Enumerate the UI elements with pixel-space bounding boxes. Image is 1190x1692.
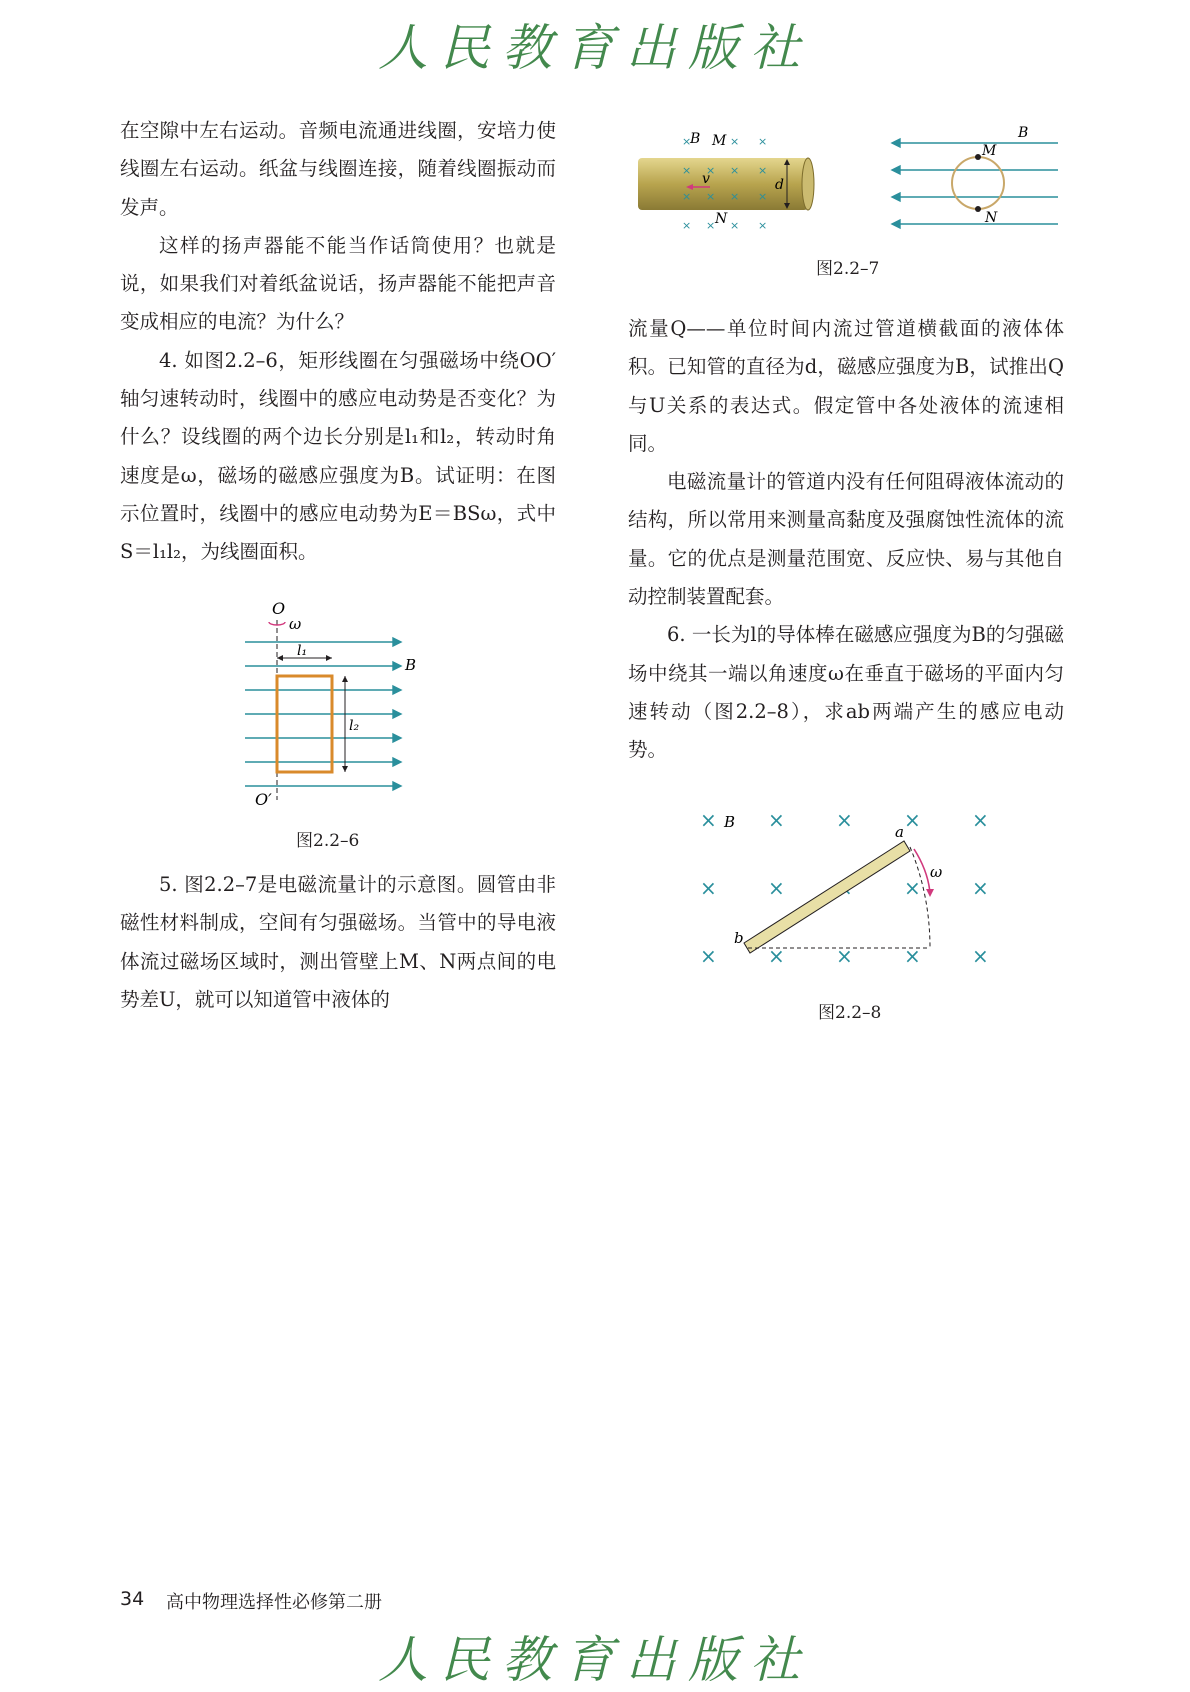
label-n: N [715, 211, 728, 227]
label-omega: ω [289, 615, 302, 633]
svg-text:×: × [700, 944, 717, 968]
svg-text:×: × [682, 219, 692, 232]
label-b-right: B [1018, 125, 1029, 141]
label-m: M [712, 133, 727, 149]
label-v: v [702, 171, 710, 187]
svg-text:×: × [972, 808, 989, 832]
svg-text:×: × [730, 164, 740, 177]
label-b: B [724, 813, 736, 831]
label-b-end: b [734, 929, 744, 947]
label-b: B [690, 131, 701, 147]
svg-text:×: × [904, 876, 921, 900]
caption-fig-2-2-6: 图2.2–6 [296, 831, 360, 851]
svg-text:×: × [730, 135, 740, 148]
svg-text:×: × [972, 944, 989, 968]
figure-2-2-7 [630, 125, 1070, 235]
page-number: 34 [120, 1588, 145, 1610]
left-column [120, 112, 556, 572]
svg-text:×: × [706, 164, 716, 177]
svg-text:×: × [836, 808, 853, 832]
right-column [628, 310, 1064, 770]
svg-text:×: × [682, 135, 692, 148]
svg-text:×: × [972, 876, 989, 900]
label-o-prime: O′ [255, 790, 272, 809]
svg-text:×: × [904, 944, 921, 968]
label-l2: l₂ [349, 718, 360, 734]
caption-fig-2-2-8: 图2.2–8 [818, 1003, 882, 1023]
right-paragraph-2: 电磁流量计的管道内没有任何阻碍液体流动的结构，所以常用来测量高黏度及强腐蚀性流体的流量。它的优点是测量范围宽、反应快、易与其他自动控制装置配套。 [628, 470, 1064, 609]
left-paragraph-2: 这样的扬声器能不能当作话筒使用？也就是说，如果我们对着纸盆说话，扬声器能不能把声音变成相应的电流？为什么？ [120, 233, 556, 334]
svg-text:×: × [758, 190, 768, 203]
svg-text:×: × [700, 876, 717, 900]
svg-text:×: × [768, 944, 785, 968]
label-a: a [895, 823, 904, 841]
svg-text:×: × [706, 219, 716, 232]
svg-text:×: × [768, 876, 785, 900]
publisher-watermark-top: 人民教育出版社 [378, 19, 812, 77]
svg-text:×: × [730, 219, 740, 232]
svg-text:×: × [730, 190, 740, 203]
figure-2-2-8 [690, 805, 1010, 975]
figure-2-2-6 [235, 600, 435, 810]
label-o: O [272, 600, 286, 618]
svg-text:×: × [758, 164, 768, 177]
svg-text:×: × [904, 808, 921, 832]
label-b: B [405, 656, 417, 674]
svg-text:×: × [682, 164, 692, 177]
svg-text:×: × [706, 190, 716, 203]
caption-fig-2-2-7: 图2.2–7 [816, 259, 880, 279]
svg-text:×: × [758, 219, 768, 232]
left-column-lower [120, 866, 556, 1019]
question-4: 4. 如图2.2–6，矩形线圈在匀强磁场中绕OO′轴匀速转动时，线圈中的感应电动势是否变化？为什么？设线圈的两个边长分别是l₁和l₂，转动时角速度是ω，磁场的磁感应强度为B。试证明：在图示位置时，线圈中的感应电动势为E＝BSω，式中S＝l₁l₂，为线圈面积。 [120, 348, 556, 564]
label-n-right: N [985, 210, 998, 226]
svg-text:×: × [758, 135, 768, 148]
svg-text:×: × [836, 944, 853, 968]
svg-text:×: × [700, 808, 717, 832]
publisher-watermark-bottom: 人民教育出版社 [378, 1631, 812, 1689]
book-title: 高中物理选择性必修第二册 [166, 1592, 382, 1613]
label-m-right: M [982, 143, 997, 159]
svg-text:×: × [682, 190, 692, 203]
right-paragraph-1: 流量Q——单位时间内流过管道横截面的液体体积。已知管的直径为d，磁感应强度为B，试推出Q与U关系的表达式。假定管中各处液体的流速相同。 [628, 317, 1064, 455]
question-6: 6. 一长为l的导体棒在磁感应强度为B的匀强磁场中绕其一端以角速度ω在垂直于磁场的平面内匀速转动（图2.2–8），求ab两端产生的感应电动势。 [628, 623, 1064, 762]
pipe-cross-section [952, 157, 1004, 209]
svg-text:×: × [768, 808, 785, 832]
label-d: d [775, 177, 784, 193]
left-paragraph-1: 在空隙中左右运动。音频电流通进线圈，安培力使线圈左右运动。纸盆与线圈连接，随着线圈振动而发声。 [120, 119, 556, 219]
label-omega: ω [930, 863, 943, 881]
label-l1: l₁ [297, 643, 308, 659]
question-5: 5. 图2.2–7是电磁流量计的示意图。圆管由非磁性材料制成，空间有匀强磁场。当管中的导电液体流过磁场区域时，测出管壁上M、N两点间的电势差U，就可以知道管中液体的 [120, 873, 556, 1011]
